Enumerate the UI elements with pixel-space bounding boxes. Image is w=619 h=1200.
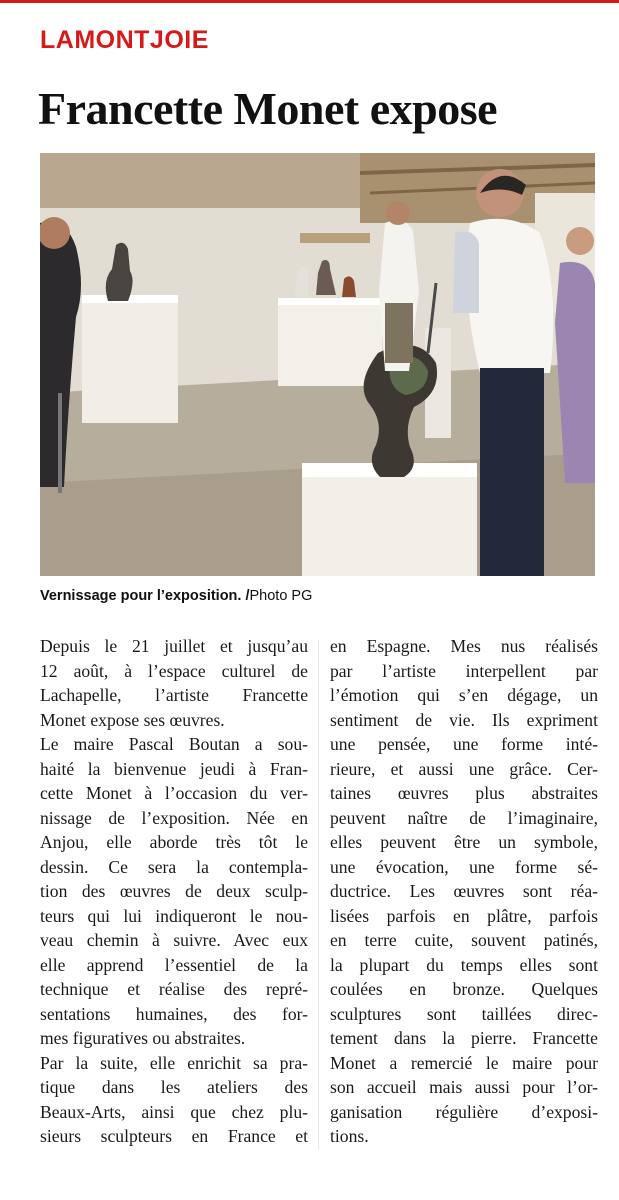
body-line: peuvent naître de l’imaginaire,	[330, 807, 598, 828]
body-line: en terre cuite, souvent patinés,	[330, 930, 598, 950]
body-line: ganisation régulière d’exposi-	[330, 1101, 598, 1122]
body-line: sieurs sculpteurs en France et	[40, 1126, 308, 1146]
body-line: Depuis le 21 juillet et jusqu’au	[40, 636, 308, 656]
photo-caption	[40, 588, 312, 604]
body-line: teurs qui lui indiqueront le nou-	[40, 905, 308, 926]
body-line: 12 août, à l’espace culturel de	[40, 660, 308, 681]
body-line: Monet expose ses œuvres.	[40, 709, 225, 730]
body-line: mes figuratives ou abstraites.	[40, 1028, 246, 1048]
body-line: rieure, et aussi une grâce. Cer-	[330, 758, 598, 779]
body-line: taines œuvres plus abstraites	[330, 783, 598, 803]
body-line: elle apprend l’essentiel de la	[40, 954, 308, 975]
body-line: son accueil mais aussi pour l’or-	[330, 1077, 598, 1097]
body-line: nissage de l’exposition. Née en	[40, 807, 308, 828]
body-line: Le maire Pascal Boutan a sou-	[40, 734, 308, 754]
body-line: tion des œuvres de deux sculp-	[40, 881, 308, 901]
body-line: technique et réalise des repré-	[40, 979, 308, 999]
body-line: la plupart du temps elles sont	[330, 954, 598, 975]
body-line: Anjou, elle aborde très tôt le	[40, 832, 308, 852]
photo-credit: Photo PG	[249, 588, 313, 604]
article-column-right	[330, 634, 598, 1149]
body-line: par l’artiste interpellent par	[330, 660, 598, 681]
body-line: haité la bienvenue jeudi à Fran-	[40, 758, 308, 779]
body-line: l’émotion qui s’en dégage, un	[330, 685, 598, 705]
body-line: dessin. Ce sera la contempla-	[40, 856, 308, 877]
body-line: lisées parfois en plâtre, parfois	[330, 905, 598, 926]
body-line: cette Monet à l’occasion du ver-	[40, 783, 308, 803]
body-line: une pensée, une forme inté-	[330, 734, 598, 754]
body-line: Lachapelle, l’artiste Francette	[40, 685, 308, 705]
section-label: LAMONTJOIE	[40, 26, 209, 54]
column-divider	[318, 640, 319, 1150]
body-line: tement dans la pierre. Francette	[330, 1028, 598, 1048]
body-line: tions.	[330, 1126, 369, 1146]
article-headline: Francette Monet expose	[38, 83, 498, 134]
body-line: une évocation, une forme sé-	[330, 856, 598, 877]
body-line: Beaux-Arts, ainsi que chez plu-	[40, 1101, 308, 1122]
body-line: tique dans les ateliers des	[40, 1077, 308, 1097]
body-line: Par la suite, elle enrichit sa pra-	[40, 1052, 308, 1073]
body-line: sentiment de vie. Ils expriment	[330, 709, 598, 730]
body-line: en Espagne. Mes nus réalisés	[330, 636, 598, 656]
body-line: veau chemin à suivre. Avec eux	[40, 930, 308, 950]
article-column-left	[40, 634, 308, 1149]
caption-text: Vernissage pour l’exposition.	[40, 588, 242, 604]
body-line: Monet a remercié le maire pour	[330, 1052, 598, 1073]
body-line: ductrice. Les œuvres sont réa-	[330, 881, 598, 901]
caption-separator: /	[245, 588, 250, 604]
article-photo	[40, 153, 595, 576]
body-line: sculptures sont taillées direc-	[330, 1003, 598, 1024]
exhibition-photo-illustration	[40, 153, 595, 576]
body-line: coulées en bronze. Quelques	[330, 979, 598, 999]
top-accent-rule	[0, 0, 619, 3]
body-line: elles peuvent être un symbole,	[330, 832, 598, 852]
body-line: sentations humaines, des for-	[40, 1003, 308, 1024]
